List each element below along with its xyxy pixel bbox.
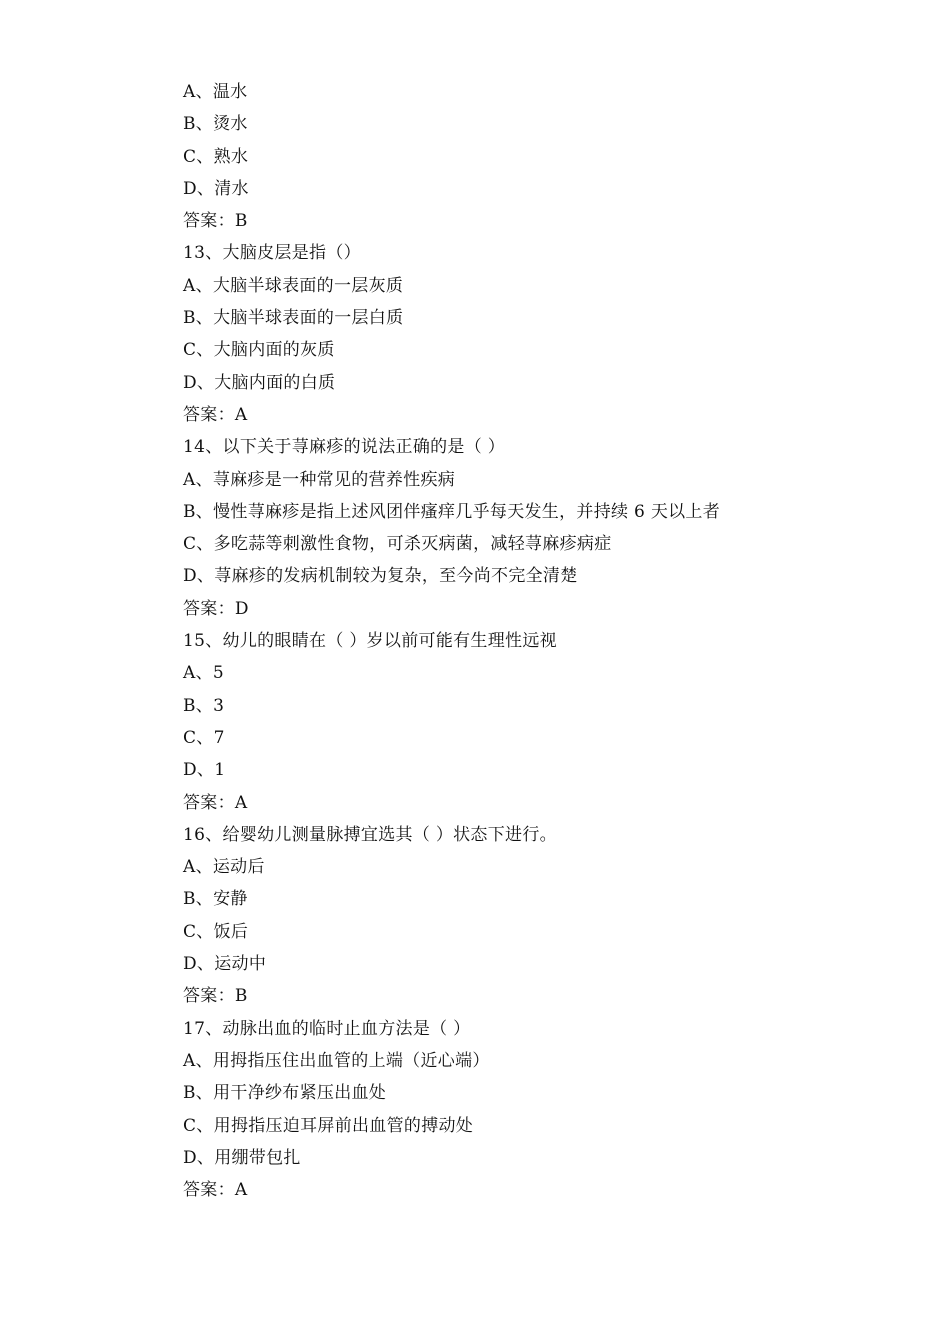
- option-line: D、1: [183, 760, 226, 781]
- document-body: [183, 78, 883, 1208]
- answer-line: 答案：B: [183, 211, 248, 232]
- option-line: D、清水: [183, 178, 249, 199]
- option-line: C、7: [183, 727, 225, 748]
- option-line: D、用绷带包扎: [183, 1147, 301, 1168]
- option-line: A、运动后: [183, 857, 265, 878]
- option-line: A、荨麻疹是一种常见的营养性疾病: [183, 469, 456, 490]
- option-line: A、5: [183, 663, 224, 684]
- option-line: B、慢性荨麻疹是指上述风团伴瘙痒几乎每天发生，并持续 6 天以上者: [183, 501, 721, 522]
- option-line: B、3: [183, 695, 225, 716]
- option-line: C、用拇指压迫耳屏前出血管的搏动处: [183, 1115, 474, 1136]
- option-line: C、饭后: [183, 921, 249, 942]
- option-line: D、运动中: [183, 954, 267, 975]
- question-line: 16、给婴幼儿测量脉搏宜选其（ ）状态下进行。: [183, 824, 557, 845]
- question-line: 13、大脑皮层是指（）: [183, 243, 361, 264]
- question-line: 14、以下关于荨麻疹的说法正确的是（ ）: [183, 437, 506, 458]
- option-line: B、烫水: [183, 114, 248, 135]
- question-line: 17、动脉出血的临时止血方法是（ ）: [183, 1018, 471, 1039]
- option-line: A、用拇指压住出血管的上端（近心端）: [183, 1050, 490, 1071]
- answer-line: 答案：A: [183, 404, 248, 425]
- answer-line: 答案：A: [183, 1180, 248, 1201]
- answer-line: 答案：D: [183, 598, 249, 619]
- option-line: C、多吃蒜等刺激性食物，可杀灭病菌，减轻荨麻疹病症: [183, 534, 612, 555]
- option-line: C、大脑内面的灰质: [183, 340, 335, 361]
- question-line: 15、幼儿的眼睛在（ ）岁以前可能有生理性远视: [183, 631, 557, 652]
- option-line: B、用干净纱布紧压出血处: [183, 1083, 387, 1104]
- option-line: A、温水: [183, 82, 248, 102]
- option-line: B、大脑半球表面的一层白质: [183, 308, 404, 329]
- option-line: C、熟水: [183, 146, 249, 167]
- option-line: B、安静: [183, 889, 248, 910]
- option-line: A、大脑半球表面的一层灰质: [183, 275, 404, 296]
- option-line: D、大脑内面的白质: [183, 372, 336, 393]
- option-line: D、荨麻疹的发病机制较为复杂，至今尚不完全清楚: [183, 566, 578, 587]
- answer-line: 答案：B: [183, 986, 248, 1007]
- answer-line: 答案：A: [183, 792, 248, 813]
